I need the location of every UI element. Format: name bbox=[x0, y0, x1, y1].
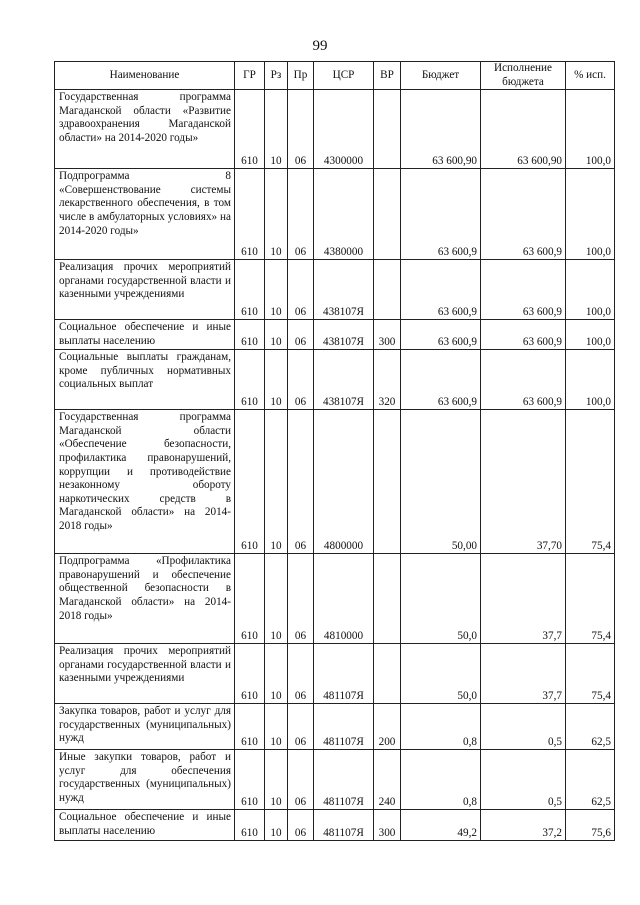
table-row bbox=[55, 644, 615, 704]
table-row bbox=[55, 750, 615, 810]
row-exec: 37,2 bbox=[481, 810, 566, 841]
row-pr: 06 bbox=[288, 169, 314, 260]
row-pct: 62,5 bbox=[566, 750, 615, 810]
row-rz: 10 bbox=[265, 169, 288, 260]
row-rz: 10 bbox=[265, 320, 288, 350]
row-exec: 63 600,9 bbox=[481, 320, 566, 350]
row-exec: 37,7 bbox=[481, 554, 566, 644]
row-vr: 200 bbox=[374, 704, 401, 750]
row-pr: 06 bbox=[288, 554, 314, 644]
row-budget: 50,00 bbox=[401, 410, 481, 554]
header-cell: Рз bbox=[265, 62, 288, 90]
header-cell: Наименование bbox=[55, 62, 235, 90]
table-row bbox=[55, 90, 615, 169]
row-gr: 610 bbox=[235, 704, 265, 750]
row-name: Социальное обеспечение и иные выплаты населению bbox=[55, 320, 235, 350]
row-pr: 06 bbox=[288, 410, 314, 554]
header-cell: ГР bbox=[235, 62, 265, 90]
row-exec: 0,5 bbox=[481, 750, 566, 810]
row-pr: 06 bbox=[288, 810, 314, 841]
row-budget: 0,8 bbox=[401, 704, 481, 750]
table-row bbox=[55, 810, 615, 841]
row-vr bbox=[374, 644, 401, 704]
row-rz: 10 bbox=[265, 260, 288, 320]
header-cell: ЦСР bbox=[314, 62, 374, 90]
row-pct: 100,0 bbox=[566, 260, 615, 320]
row-name: Подпрограмма «Профилактика правонарушений и обеспечение общественной безопасности в Магаданской области» на 2014-2018 годы» bbox=[55, 554, 235, 644]
row-csr: 438107Я bbox=[314, 320, 374, 350]
row-csr: 4380000 bbox=[314, 169, 374, 260]
header-cell: % исп. bbox=[566, 62, 615, 90]
row-csr: 438107Я bbox=[314, 260, 374, 320]
row-budget: 63 600,9 bbox=[401, 320, 481, 350]
row-rz: 10 bbox=[265, 750, 288, 810]
row-rz: 10 bbox=[265, 554, 288, 644]
row-pr: 06 bbox=[288, 644, 314, 704]
row-pr: 06 bbox=[288, 704, 314, 750]
header-cell: Бюджет bbox=[401, 62, 481, 90]
row-budget: 0,8 bbox=[401, 750, 481, 810]
row-csr: 481107Я bbox=[314, 750, 374, 810]
row-pct: 75,6 bbox=[566, 810, 615, 841]
row-budget: 63 600,90 bbox=[401, 90, 481, 169]
row-csr: 4810000 bbox=[314, 554, 374, 644]
row-pr: 06 bbox=[288, 260, 314, 320]
row-name: Реализация прочих мероприятий органами государственной власти и казенными учреждениями bbox=[55, 260, 235, 320]
table-row bbox=[55, 410, 615, 554]
row-gr: 610 bbox=[235, 90, 265, 169]
row-rz: 10 bbox=[265, 350, 288, 410]
row-pct: 75,4 bbox=[566, 644, 615, 704]
row-gr: 610 bbox=[235, 260, 265, 320]
row-csr: 481107Я bbox=[314, 644, 374, 704]
header-cell: Пр bbox=[288, 62, 314, 90]
budget-table bbox=[54, 61, 615, 841]
table-row bbox=[55, 704, 615, 750]
row-exec: 63 600,9 bbox=[481, 169, 566, 260]
row-budget: 63 600,9 bbox=[401, 260, 481, 320]
table-row bbox=[55, 169, 615, 260]
table-row bbox=[55, 260, 615, 320]
row-gr: 610 bbox=[235, 320, 265, 350]
row-csr: 481107Я bbox=[314, 704, 374, 750]
row-pct: 100,0 bbox=[566, 320, 615, 350]
row-name: Реализация прочих мероприятий органами государственной власти и казенными учреждениями bbox=[55, 644, 235, 704]
row-gr: 610 bbox=[235, 350, 265, 410]
row-csr: 4300000 bbox=[314, 90, 374, 169]
row-budget: 63 600,9 bbox=[401, 169, 481, 260]
row-vr bbox=[374, 169, 401, 260]
table-row bbox=[55, 350, 615, 410]
row-exec: 63 600,9 bbox=[481, 260, 566, 320]
row-rz: 10 bbox=[265, 410, 288, 554]
page-number: 99 bbox=[312, 38, 328, 54]
row-exec: 37,70 bbox=[481, 410, 566, 554]
row-pct: 100,0 bbox=[566, 350, 615, 410]
row-pr: 06 bbox=[288, 350, 314, 410]
row-exec: 0,5 bbox=[481, 704, 566, 750]
row-vr: 300 bbox=[374, 810, 401, 841]
row-csr: 481107Я bbox=[314, 810, 374, 841]
row-budget: 49,2 bbox=[401, 810, 481, 841]
row-name: Подпрограмма 8 «Совершенствование системы лекарственного обеспечения, в том числе в амбулаторных условиях» на 2014-2020 годы» bbox=[55, 169, 235, 260]
row-budget: 63 600,9 bbox=[401, 350, 481, 410]
table-row bbox=[55, 554, 615, 644]
row-gr: 610 bbox=[235, 644, 265, 704]
row-name: Государственная программа Магаданской области «Развитие здравоохранения Магаданской области» на 2014-2020 годы» bbox=[55, 90, 235, 169]
row-pct: 100,0 bbox=[566, 90, 615, 169]
row-rz: 10 bbox=[265, 90, 288, 169]
row-rz: 10 bbox=[265, 644, 288, 704]
row-pr: 06 bbox=[288, 320, 314, 350]
row-gr: 610 bbox=[235, 810, 265, 841]
row-vr: 240 bbox=[374, 750, 401, 810]
row-name: Государственная программа Магаданской области «Обеспечение безопасности, профилактика правонарушений, коррупции и противодействие незаконному обороту наркотических средств в Магаданской области» на 2014-2018 годы» bbox=[55, 410, 235, 554]
row-gr: 610 bbox=[235, 410, 265, 554]
table-header-row bbox=[55, 62, 615, 90]
row-exec: 37,7 bbox=[481, 644, 566, 704]
row-vr: 300 bbox=[374, 320, 401, 350]
row-vr bbox=[374, 260, 401, 320]
row-gr: 610 bbox=[235, 750, 265, 810]
row-pr: 06 bbox=[288, 90, 314, 169]
row-gr: 610 bbox=[235, 554, 265, 644]
row-name: Иные закупки товаров, работ и услуг для обеспечения государственных (муниципальных) нужд bbox=[55, 750, 235, 810]
row-vr: 320 bbox=[374, 350, 401, 410]
row-exec: 63 600,90 bbox=[481, 90, 566, 169]
row-budget: 50,0 bbox=[401, 554, 481, 644]
row-vr bbox=[374, 90, 401, 169]
row-name: Социальное обеспечение и иные выплаты населению bbox=[55, 810, 235, 841]
table-row bbox=[55, 320, 615, 350]
row-vr bbox=[374, 554, 401, 644]
row-pct: 75,4 bbox=[566, 410, 615, 554]
row-pct: 100,0 bbox=[566, 169, 615, 260]
row-pr: 06 bbox=[288, 750, 314, 810]
row-gr: 610 bbox=[235, 169, 265, 260]
row-rz: 10 bbox=[265, 704, 288, 750]
row-pct: 75,4 bbox=[566, 554, 615, 644]
row-name: Закупка товаров, работ и услуг для государственных (муниципальных) нужд bbox=[55, 704, 235, 750]
header-cell: Исполнение бюджета bbox=[481, 62, 566, 90]
header-cell: ВР bbox=[374, 62, 401, 90]
row-name: Социальные выплаты гражданам, кроме публичных нормативных социальных выплат bbox=[55, 350, 235, 410]
row-vr bbox=[374, 410, 401, 554]
row-budget: 50,0 bbox=[401, 644, 481, 704]
row-exec: 63 600,9 bbox=[481, 350, 566, 410]
row-rz: 10 bbox=[265, 810, 288, 841]
row-pct: 62,5 bbox=[566, 704, 615, 750]
row-csr: 438107Я bbox=[314, 350, 374, 410]
row-csr: 4800000 bbox=[314, 410, 374, 554]
